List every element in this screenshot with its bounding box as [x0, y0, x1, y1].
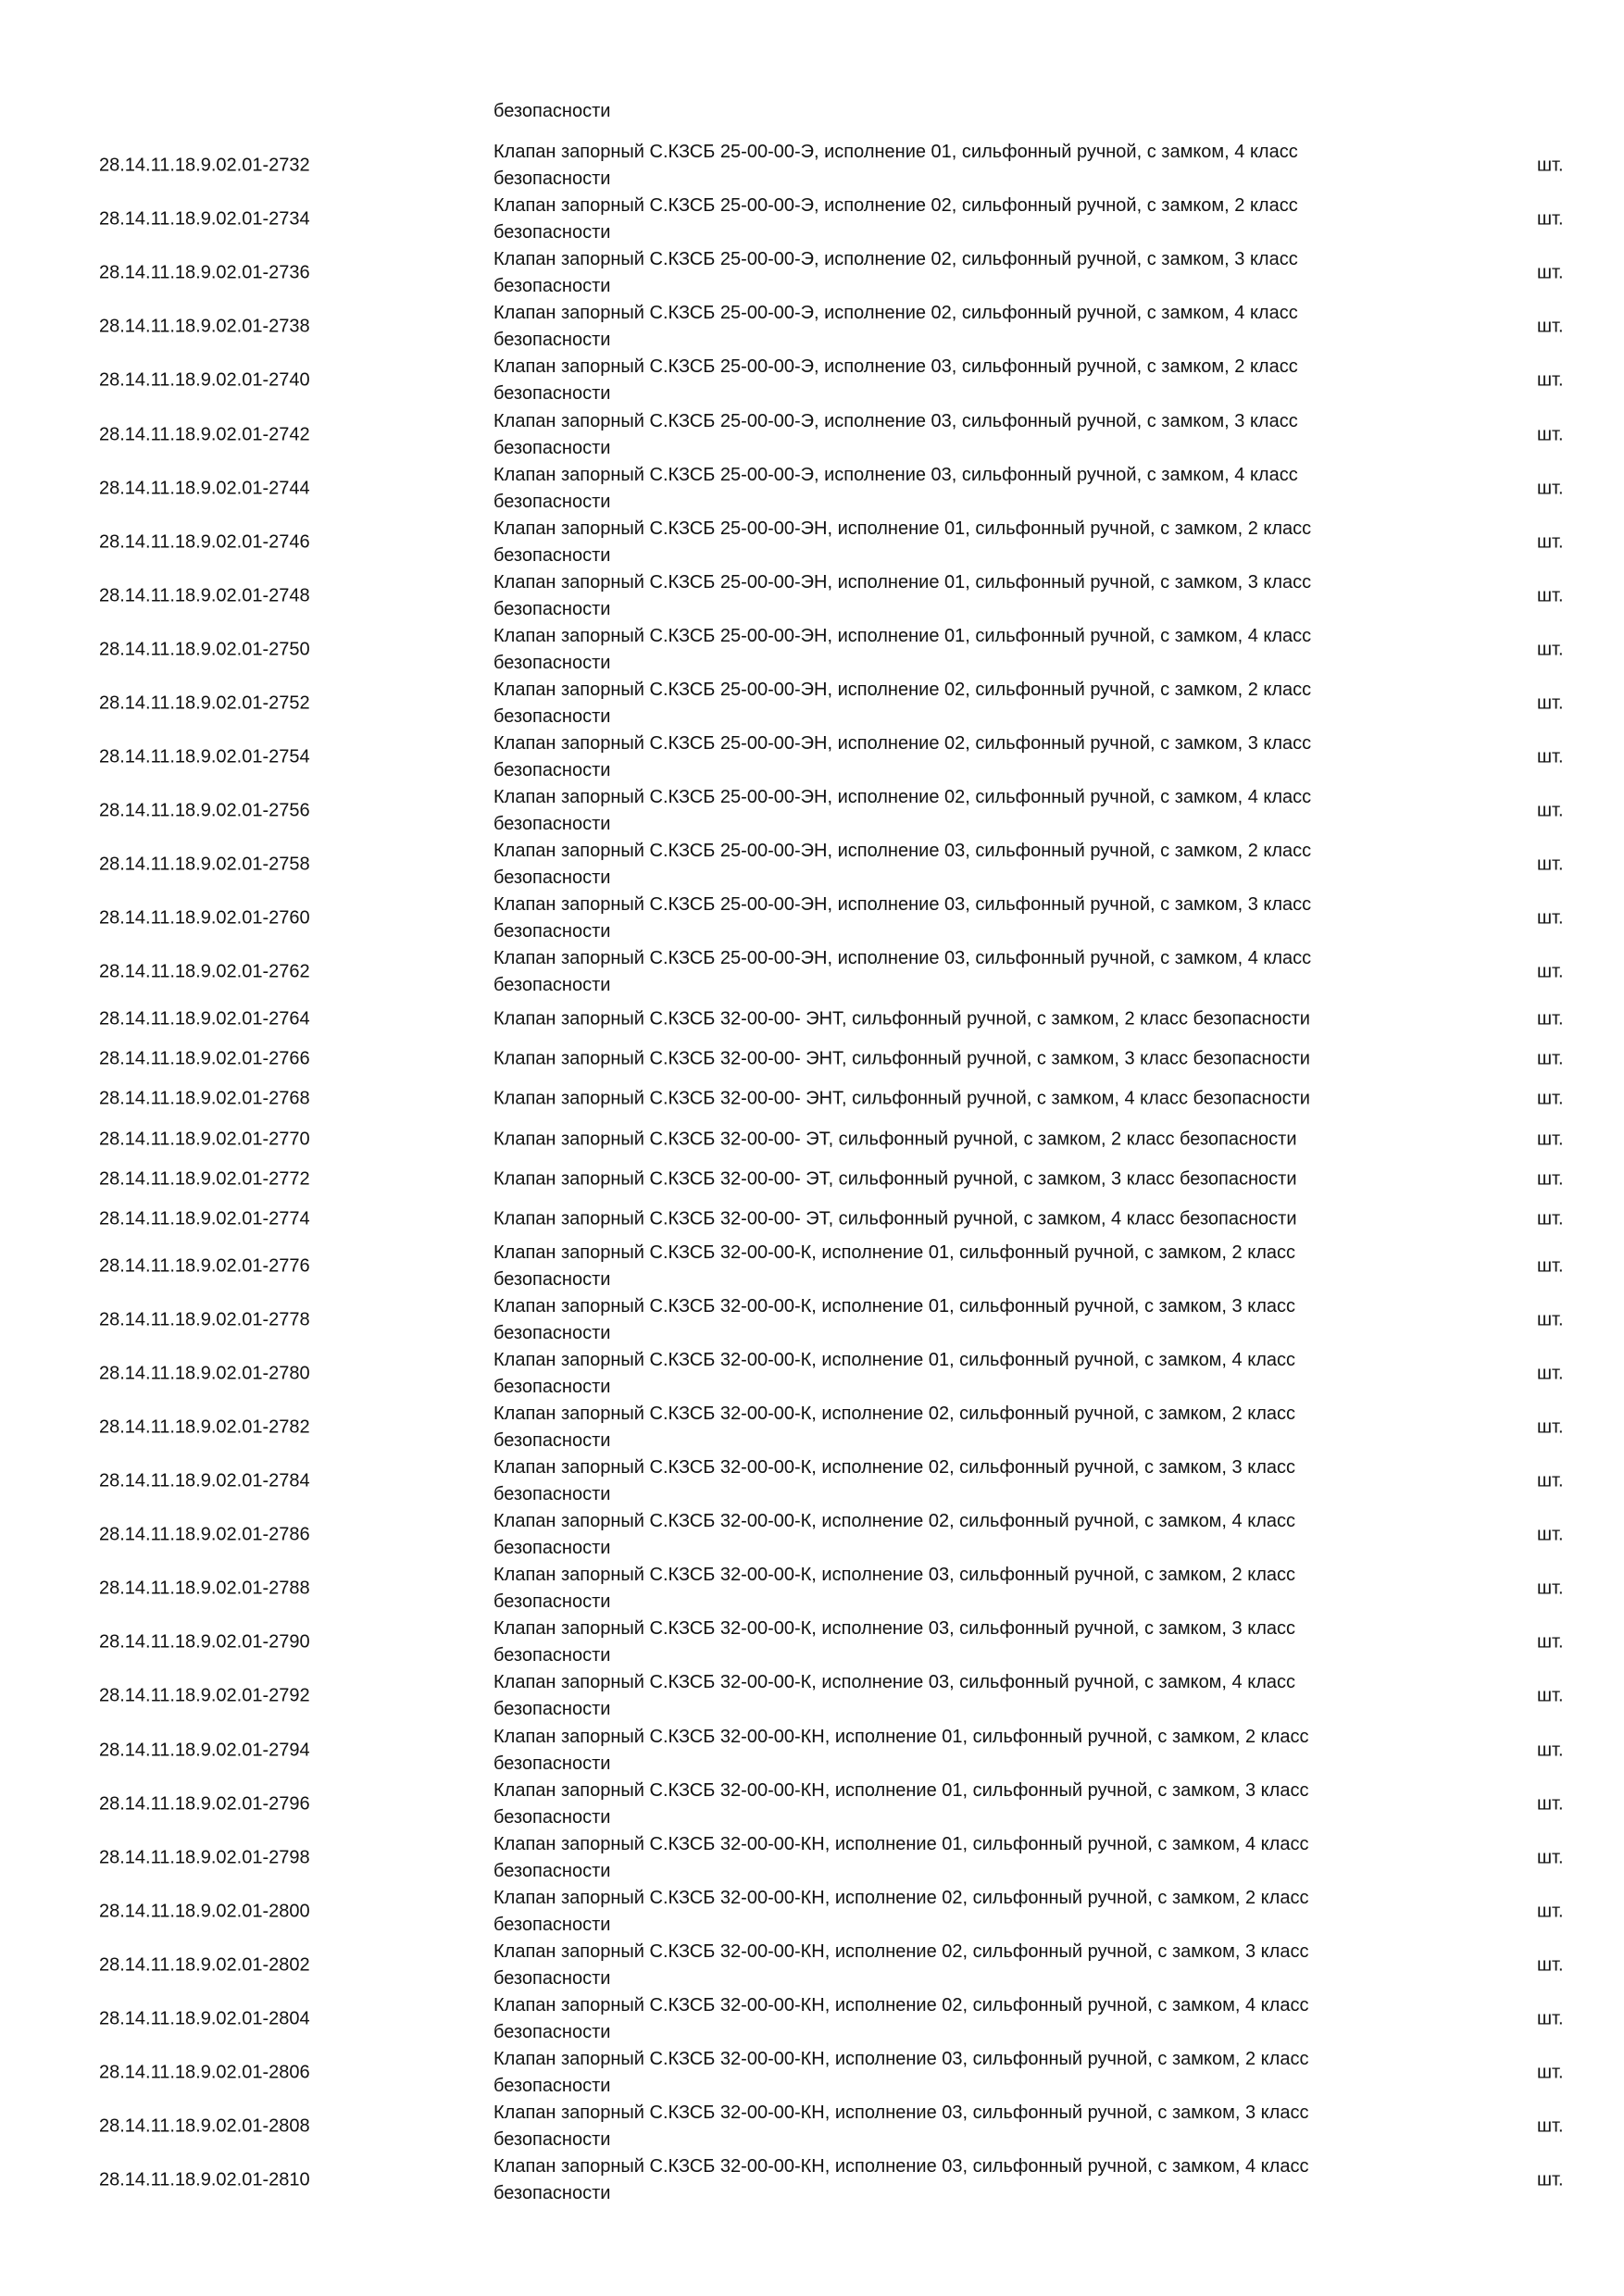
item-code: 28.14.11.18.9.02.01-2756 — [99, 800, 310, 821]
item-description-line: Клапан запорный С.КЗСБ 25-00-00-Э, исполнение 02, сильфонный ручной, с замком, 4 класс — [493, 303, 1298, 324]
item-code: 28.14.11.18.9.02.01-2754 — [99, 746, 310, 767]
item-code: 28.14.11.18.9.02.01-2750 — [99, 639, 310, 660]
table-row — [0, 1454, 1624, 1508]
item-description-line: Клапан запорный С.КЗСБ 32-00-00- ЭНТ, сильфонный ручной, с замком, 3 класс безопасности — [493, 1048, 1310, 1069]
item-description — [493, 677, 1382, 730]
item-description — [493, 945, 1382, 999]
table-row — [0, 300, 1624, 354]
item-description-line: безопасности — [493, 330, 611, 351]
item-unit: шт. — [1537, 369, 1564, 391]
item-description-line: Клапан запорный С.КЗСБ 25-00-00-ЭН, исполнение 02, сильфонный ручной, с замком, 3 класс — [493, 733, 1312, 755]
item-description-line: безопасности — [493, 652, 611, 673]
item-description-line: безопасности — [493, 921, 611, 942]
item-description — [493, 1347, 1382, 1401]
table-row — [0, 2046, 1624, 2100]
item-description-line: безопасности — [493, 1591, 611, 1613]
table-row — [0, 892, 1624, 945]
item-description-line: Клапан запорный С.КЗСБ 32-00-00-К, исполнение 01, сильфонный ручной, с замком, 2 класс — [493, 1242, 1295, 1263]
item-code: 28.14.11.18.9.02.01-2790 — [99, 1631, 310, 1653]
item-description-line: Клапан запорный С.КЗСБ 32-00-00-КН, исполнение 03, сильфонный ручной, с замком, 4 класс — [493, 2156, 1309, 2177]
item-description — [493, 1616, 1382, 1669]
item-unit: шт. — [1537, 1168, 1564, 1190]
item-unit: шт. — [1537, 1363, 1564, 1384]
item-description — [493, 1206, 1382, 1233]
item-unit: шт. — [1537, 478, 1564, 499]
item-description — [493, 1992, 1382, 2046]
item-unit: шт. — [1537, 1685, 1564, 1706]
item-code: 28.14.11.18.9.02.01-2770 — [99, 1129, 310, 1150]
table-row — [0, 1159, 1624, 1199]
item-description-line: Клапан запорный С.КЗСБ 32-00-00- ЭТ, сильфонный ручной, с замком, 2 класс безопасности — [493, 1129, 1297, 1150]
item-description-line: безопасности — [493, 1806, 611, 1828]
item-unit: шт. — [1537, 1048, 1564, 1069]
item-description — [493, 1046, 1382, 1073]
table-row — [0, 2153, 1624, 2207]
item-description — [493, 516, 1382, 569]
item-code: 28.14.11.18.9.02.01-2732 — [99, 155, 310, 176]
table-row — [0, 1723, 1624, 1777]
item-unit: шт. — [1537, 1088, 1564, 1109]
item-code: 28.14.11.18.9.02.01-2746 — [99, 531, 310, 553]
item-description — [493, 1126, 1382, 1153]
item-description-line: Клапан запорный С.КЗСБ 32-00-00-КН, исполнение 02, сильфонный ручной, с замком, 3 класс — [493, 1940, 1309, 1962]
price-list-table — [0, 139, 1624, 2207]
item-code: 28.14.11.18.9.02.01-2760 — [99, 907, 310, 929]
item-description — [493, 2100, 1382, 2153]
item-description-line: Клапан запорный С.КЗСБ 25-00-00-Э, исполнение 03, сильфонный ручной, с замком, 3 класс — [493, 410, 1298, 431]
item-description-line: безопасности — [493, 975, 611, 996]
item-description-line: Клапан запорный С.КЗСБ 25-00-00-Э, исполнение 02, сильфонный ручной, с замком, 3 класс — [493, 249, 1298, 270]
item-description-line: безопасности — [493, 1484, 611, 1505]
item-unit: шт. — [1537, 1524, 1564, 1545]
item-unit: шт. — [1537, 1901, 1564, 1922]
item-unit: шт. — [1537, 800, 1564, 821]
item-description-line: безопасности — [493, 1860, 611, 1881]
item-description-line: Клапан запорный С.КЗСБ 25-00-00-ЭН, исполнение 01, сильфонный ручной, с замком, 3 класс — [493, 571, 1312, 593]
item-description-line: Клапан запорный С.КЗСБ 25-00-00-Э, исполнение 01, сильфонный ручной, с замком, 4 класс — [493, 142, 1298, 163]
item-code: 28.14.11.18.9.02.01-2786 — [99, 1524, 310, 1545]
table-row — [0, 462, 1624, 516]
table-row — [0, 677, 1624, 730]
item-description — [493, 1240, 1382, 1293]
item-unit: шт. — [1537, 1416, 1564, 1438]
item-description — [493, 1831, 1382, 1885]
item-code: 28.14.11.18.9.02.01-2794 — [99, 1740, 310, 1761]
item-unit: шт. — [1537, 1740, 1564, 1761]
table-row — [0, 1992, 1624, 2046]
item-description-line: безопасности — [493, 1268, 611, 1290]
table-row — [0, 945, 1624, 999]
item-code: 28.14.11.18.9.02.01-2796 — [99, 1793, 310, 1815]
item-unit: шт. — [1537, 155, 1564, 176]
table-row — [0, 730, 1624, 784]
table-row — [0, 1240, 1624, 1293]
table-row — [0, 1000, 1624, 1040]
item-description-line: Клапан запорный С.КЗСБ 25-00-00-Э, исполнение 03, сильфонный ручной, с замком, 2 класс — [493, 356, 1298, 378]
item-description — [493, 1669, 1382, 1723]
item-code: 28.14.11.18.9.02.01-2744 — [99, 478, 310, 499]
item-description — [493, 408, 1382, 462]
item-description-line: Клапан запорный С.КЗСБ 25-00-00-ЭН, исполнение 03, сильфонный ручной, с замком, 2 класс — [493, 841, 1312, 862]
item-description-line: Клапан запорный С.КЗСБ 32-00-00-К, исполнение 03, сильфонный ручной, с замком, 4 класс — [493, 1672, 1295, 1693]
item-description-line: Клапан запорный С.КЗСБ 32-00-00- ЭТ, сильфонный ручной, с замком, 4 класс безопасности — [493, 1208, 1297, 1229]
item-code: 28.14.11.18.9.02.01-2748 — [99, 585, 310, 606]
item-description-line: безопасности — [493, 1914, 611, 1935]
item-description-line: безопасности — [493, 1376, 611, 1397]
item-description — [493, 1939, 1382, 1992]
item-code: 28.14.11.18.9.02.01-2788 — [99, 1578, 310, 1599]
item-code: 28.14.11.18.9.02.01-2778 — [99, 1309, 310, 1330]
item-code: 28.14.11.18.9.02.01-2764 — [99, 1008, 310, 1029]
item-description-line: Клапан запорный С.КЗСБ 25-00-00-ЭН, исполнение 02, сильфонный ручной, с замком, 2 класс — [493, 679, 1312, 700]
item-description — [493, 1508, 1382, 1562]
table-row — [0, 1040, 1624, 1079]
item-unit: шт. — [1537, 2008, 1564, 2029]
item-description-line: Клапан запорный С.КЗСБ 32-00-00- ЭТ, сильфонный ручной, с замком, 3 класс безопасности — [493, 1168, 1297, 1190]
item-unit: шт. — [1537, 961, 1564, 982]
item-description — [493, 1885, 1382, 1939]
item-description — [493, 2153, 1382, 2207]
item-code: 28.14.11.18.9.02.01-2736 — [99, 262, 310, 283]
item-description — [493, 1562, 1382, 1616]
item-code: 28.14.11.18.9.02.01-2768 — [99, 1088, 310, 1109]
item-description — [493, 139, 1382, 193]
item-description-line: Клапан запорный С.КЗСБ 32-00-00-КН, исполнение 02, сильфонный ручной, с замком, 4 класс — [493, 1994, 1309, 2015]
table-row — [0, 1508, 1624, 1562]
item-description — [493, 838, 1382, 892]
item-unit: шт. — [1537, 2062, 1564, 2083]
item-code: 28.14.11.18.9.02.01-2792 — [99, 1685, 310, 1706]
table-row — [0, 1885, 1624, 1939]
item-unit: шт. — [1537, 1578, 1564, 1599]
continued-text: безопасности — [493, 101, 611, 121]
table-row — [0, 407, 1624, 461]
item-description-line: безопасности — [493, 1538, 611, 1559]
item-unit: шт. — [1537, 424, 1564, 445]
table-row — [0, 1293, 1624, 1347]
item-description-line: Клапан запорный С.КЗСБ 32-00-00-К, исполнение 03, сильфонный ручной, с замком, 2 класс — [493, 1565, 1295, 1586]
item-description — [493, 1006, 1382, 1033]
item-code: 28.14.11.18.9.02.01-2782 — [99, 1416, 310, 1438]
item-code: 28.14.11.18.9.02.01-2776 — [99, 1255, 310, 1277]
item-code: 28.14.11.18.9.02.01-2810 — [99, 2169, 310, 2190]
table-row — [0, 1401, 1624, 1454]
item-description-line: Клапан запорный С.КЗСБ 32-00-00-КН, исполнение 01, сильфонный ручной, с замком, 2 класс — [493, 1726, 1309, 1747]
table-row — [0, 1778, 1624, 1831]
item-description-line: Клапан запорный С.КЗСБ 32-00-00-К, исполнение 01, сильфонный ручной, с замком, 4 класс — [493, 1349, 1295, 1370]
item-code: 28.14.11.18.9.02.01-2774 — [99, 1208, 310, 1229]
item-description-line: Клапан запорный С.КЗСБ 32-00-00-К, исполнение 02, сильфонный ручной, с замком, 4 класс — [493, 1511, 1295, 1532]
item-description-line: безопасности — [493, 867, 611, 889]
item-unit: шт. — [1537, 2169, 1564, 2190]
item-code: 28.14.11.18.9.02.01-2798 — [99, 1847, 310, 1868]
item-description-line: Клапан запорный С.КЗСБ 32-00-00-К, исполнение 01, сильфонный ручной, с замком, 3 класс — [493, 1295, 1295, 1316]
item-code: 28.14.11.18.9.02.01-2808 — [99, 2115, 310, 2137]
item-code: 28.14.11.18.9.02.01-2740 — [99, 369, 310, 391]
item-description — [493, 1293, 1382, 1347]
item-unit: шт. — [1537, 1129, 1564, 1150]
item-description — [493, 246, 1382, 300]
item-description-line: безопасности — [493, 814, 611, 835]
item-code: 28.14.11.18.9.02.01-2752 — [99, 693, 310, 714]
item-unit: шт. — [1537, 854, 1564, 875]
item-description — [493, 193, 1382, 246]
item-description — [493, 569, 1382, 623]
table-row — [0, 1939, 1624, 1992]
item-unit: шт. — [1537, 1954, 1564, 1976]
table-row — [0, 623, 1624, 677]
table-row — [0, 784, 1624, 838]
item-unit: шт. — [1537, 208, 1564, 230]
table-row — [0, 2100, 1624, 2153]
item-description-line: Клапан запорный С.КЗСБ 32-00-00-КН, исполнение 01, сильфонный ручной, с замком, 3 класс — [493, 1779, 1309, 1801]
item-description-line: Клапан запорный С.КЗСБ 25-00-00-Э, исполнение 02, сильфонный ручной, с замком, 2 класс — [493, 195, 1298, 217]
item-unit: шт. — [1537, 1470, 1564, 1491]
item-description-line: безопасности — [493, 2076, 611, 2097]
item-description-line: Клапан запорный С.КЗСБ 32-00-00- ЭНТ, сильфонный ручной, с замком, 2 класс безопасности — [493, 1008, 1310, 1029]
item-description — [493, 1166, 1382, 1192]
item-description — [493, 462, 1382, 516]
item-description-line: безопасности — [493, 1753, 611, 1774]
table-row — [0, 246, 1624, 300]
item-description-line: безопасности — [493, 2021, 611, 2042]
item-code: 28.14.11.18.9.02.01-2742 — [99, 424, 310, 445]
item-description — [493, 1454, 1382, 1508]
item-unit: шт. — [1537, 1208, 1564, 1229]
table-row — [0, 1347, 1624, 1401]
item-description-line: Клапан запорный С.КЗСБ 25-00-00-ЭН, исполнение 03, сильфонный ручной, с замком, 3 класс — [493, 894, 1312, 916]
item-description-line: безопасности — [493, 168, 611, 190]
item-unit: шт. — [1537, 1631, 1564, 1653]
item-description — [493, 730, 1382, 784]
item-description-line: безопасности — [493, 2129, 611, 2151]
item-description-line: Клапан запорный С.КЗСБ 32-00-00- ЭНТ, сильфонный ручной, с замком, 4 класс безопасности — [493, 1088, 1310, 1109]
item-code: 28.14.11.18.9.02.01-2758 — [99, 854, 310, 875]
item-unit: шт. — [1537, 693, 1564, 714]
item-description-line: безопасности — [493, 1322, 611, 1343]
item-description-line: безопасности — [493, 760, 611, 781]
table-row — [0, 1669, 1624, 1723]
table-row — [0, 838, 1624, 892]
item-description-line: Клапан запорный С.КЗСБ 32-00-00-К, исполнение 03, сильфонный ручной, с замком, 3 класс — [493, 1618, 1295, 1640]
item-description-line: безопасности — [493, 544, 611, 566]
table-row — [0, 516, 1624, 569]
item-description-line: Клапан запорный С.КЗСБ 32-00-00-К, исполнение 02, сильфонный ручной, с замком, 2 класс — [493, 1403, 1295, 1424]
item-description — [493, 1401, 1382, 1454]
item-description-line: Клапан запорный С.КЗСБ 25-00-00-Э, исполнение 03, сильфонный ручной, с замком, 4 класс — [493, 464, 1298, 485]
table-row — [0, 1199, 1624, 1239]
item-description-line: безопасности — [493, 383, 611, 405]
item-code: 28.14.11.18.9.02.01-2802 — [99, 1954, 310, 1976]
item-description-line: безопасности — [493, 598, 611, 619]
item-description-line: безопасности — [493, 1645, 611, 1666]
item-description — [493, 300, 1382, 354]
table-row — [0, 139, 1624, 193]
item-code: 28.14.11.18.9.02.01-2780 — [99, 1363, 310, 1384]
item-code: 28.14.11.18.9.02.01-2762 — [99, 961, 310, 982]
item-unit: шт. — [1537, 1793, 1564, 1815]
item-description-line: Клапан запорный С.КЗСБ 32-00-00-КН, исполнение 01, сильфонный ручной, с замком, 4 класс — [493, 1833, 1309, 1854]
item-description — [493, 623, 1382, 677]
table-row — [0, 1562, 1624, 1616]
table-row — [0, 1119, 1624, 1159]
item-unit: шт. — [1537, 2115, 1564, 2137]
item-description-line: Клапан запорный С.КЗСБ 25-00-00-ЭН, исполнение 01, сильфонный ручной, с замком, 4 класс — [493, 625, 1312, 646]
item-code: 28.14.11.18.9.02.01-2800 — [99, 1901, 310, 1922]
item-description — [493, 1724, 1382, 1778]
item-description-line: безопасности — [493, 1699, 611, 1720]
item-description — [493, 892, 1382, 945]
item-unit: шт. — [1537, 639, 1564, 660]
item-code: 28.14.11.18.9.02.01-2772 — [99, 1168, 310, 1190]
item-description-line: безопасности — [493, 2183, 611, 2204]
item-description-line: безопасности — [493, 222, 611, 243]
item-description-line: безопасности — [493, 437, 611, 458]
item-unit: шт. — [1537, 531, 1564, 553]
item-description — [493, 784, 1382, 838]
item-code: 28.14.11.18.9.02.01-2734 — [99, 208, 310, 230]
item-description-line: Клапан запорный С.КЗСБ 32-00-00-КН, исполнение 03, сильфонный ручной, с замком, 3 класс — [493, 2103, 1309, 2124]
table-row — [0, 569, 1624, 623]
item-unit: шт. — [1537, 262, 1564, 283]
item-unit: шт. — [1537, 1847, 1564, 1868]
item-code: 28.14.11.18.9.02.01-2738 — [99, 316, 310, 337]
item-unit: шт. — [1537, 1008, 1564, 1029]
table-row — [0, 1831, 1624, 1885]
item-unit: шт. — [1537, 585, 1564, 606]
item-description-line: безопасности — [493, 1429, 611, 1451]
item-description-line: Клапан запорный С.КЗСБ 25-00-00-ЭН, исполнение 02, сильфонный ручной, с замком, 4 класс — [493, 787, 1312, 808]
item-code: 28.14.11.18.9.02.01-2784 — [99, 1470, 310, 1491]
item-unit: шт. — [1537, 316, 1564, 337]
item-unit: шт. — [1537, 1255, 1564, 1277]
item-description-line: Клапан запорный С.КЗСБ 32-00-00-КН, исполнение 03, сильфонный ручной, с замком, 2 класс — [493, 2049, 1309, 2070]
item-description-line: Клапан запорный С.КЗСБ 25-00-00-ЭН, исполнение 01, сильфонный ручной, с замком, 2 класс — [493, 518, 1312, 539]
item-description — [493, 1086, 1382, 1113]
item-description — [493, 2046, 1382, 2100]
item-description-line: Клапан запорный С.КЗСБ 32-00-00-К, исполнение 02, сильфонный ручной, с замком, 3 класс — [493, 1457, 1295, 1479]
item-description-line: Клапан запорный С.КЗСБ 32-00-00-КН, исполнение 02, сильфонный ручной, с замком, 2 класс — [493, 1887, 1309, 1908]
item-unit: шт. — [1537, 746, 1564, 767]
table-row — [0, 1079, 1624, 1119]
item-code: 28.14.11.18.9.02.01-2804 — [99, 2008, 310, 2029]
item-unit: шт. — [1537, 907, 1564, 929]
item-description-line: Клапан запорный С.КЗСБ 25-00-00-ЭН, исполнение 03, сильфонный ручной, с замком, 4 класс — [493, 948, 1312, 969]
table-row — [0, 1616, 1624, 1669]
table-row — [0, 354, 1624, 407]
item-description-line: безопасности — [493, 276, 611, 297]
table-row — [0, 193, 1624, 246]
item-unit: шт. — [1537, 1309, 1564, 1330]
item-description — [493, 1778, 1382, 1831]
item-description-line: безопасности — [493, 1967, 611, 1989]
item-description-line: безопасности — [493, 705, 611, 727]
item-description — [493, 354, 1382, 407]
item-description-line: безопасности — [493, 491, 611, 512]
item-code: 28.14.11.18.9.02.01-2766 — [99, 1048, 310, 1069]
item-code: 28.14.11.18.9.02.01-2806 — [99, 2062, 310, 2083]
